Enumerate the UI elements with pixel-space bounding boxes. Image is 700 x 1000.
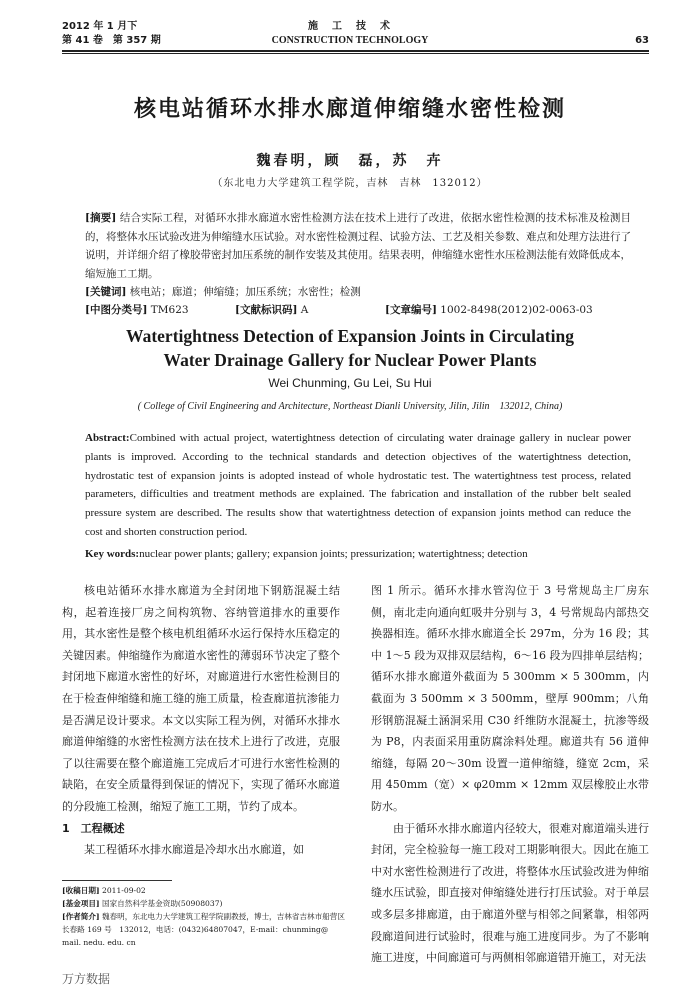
- keywords-cn: [85, 283, 631, 301]
- title-en: Watertightness Detection of Expansion Joints in Circulating Water Drainage Gallery for Nuclear Power Plants: [126, 326, 574, 370]
- keywords-en-label: Key words:: [85, 548, 140, 560]
- section-1-paragraph-2: 由于循环水排水廊道内径较大，很难对廊道端头进行封闭，完全检验每一施工段对工期影响很大。因此在施工中对水密性检测进行了改进，将整体水压试验改进为伸缩缝水压试验，即直接对伸缩缝处进行打压试验。对于单层或多层多排廊道，由于廊道外壁与相邻之间紧靠，相邻两段廊道间进行试验时，很难与施工进度同步。为了不影响施工进度，中间廊道可与两侧相邻廊道错开施工，对无法: [371, 821, 649, 965]
- intro-paragraph: 核电站循环水排水廊道为全封闭地下钢筋混凝土结构，起着连接厂房之间构筑物、容纳管道排水的重要作用，其水密性是整个核电机组循环水运行保持水压稳定的关键因素。伸缩缝作为廊道水密性的薄弱环节决定了整个封闭地下廊道水密性的好坏，对廊道进行水密性检测目的在于检查伸缩缝和施工缝的施工质量，检查廊道抗渗能力是否满足设计要求。本文以实际工程为例，对循环水排水廊道伸缩缝的水密性检测方法在技术上进行了改进，克服了以往需要在整个廊道施工完成后才可进行水密性检测的缺陷，在安全质量得到保证的情况下，实现了循环水廊道的分段施工检测，缩短了施工工期，节约了成本。: [62, 584, 340, 813]
- abstract-cn-label: [摘要]: [85, 212, 117, 224]
- abstract-cn-text: 结合实际工程，对循环水排水廊道水密性检测方法在技术上进行了改进，依据水密性检测的技术标准及检测目的，将整体水压试验改进为伸缩缝水压试验。对水密性检测过程、试验方法、工艺及相关参数、难点和处理方法进行了说明，并详细介绍了橡胶带密封加压系统的制作安装及其使用。结果表明，伸缩缝水密性水压检测法能有效降低成本，缩短施工工期。: [85, 212, 632, 280]
- authors-cn: 魏春明，顾 磊，苏 卉: [256, 153, 444, 169]
- title-cn: 核电站循环水排水廊道伸缩缝水密性检测: [133, 96, 566, 122]
- header-rule-thin: [62, 53, 649, 54]
- header-date: 2012 年 1 月下: [62, 21, 138, 32]
- keywords-en: [85, 545, 631, 563]
- keywords-cn-text: 核电站；廊道；伸缩缝；加压系统；水密性；检测: [129, 286, 361, 298]
- abstract-en: [85, 429, 631, 542]
- section-1-paragraph: 某工程循环水排水廊道是冷却水出水廊道，如: [84, 843, 304, 857]
- footnotes: [62, 884, 347, 949]
- doc-code: [文献标识码] A: [235, 304, 309, 316]
- keywords-en-text: nuclear power plants; gallery; expansion joints; pressurization; watertightness; detection: [139, 548, 528, 560]
- footnote-author-bio: [作者简介] 魏春明，东北电力大学建筑工程学院副教授，博士，吉林省吉林市船营区长春路 169 号 132012，电话：(0432)64807047，E-mail：chunming@ mail. nedu. edu. cn: [62, 912, 345, 947]
- section-1-continued: 图 1 所示。循环水排水管沟位于 3 号常规岛主厂房东侧，南北走向通向虹吸井分别与 3，4 号常规岛内部热交换器相连。循环水排水廊道全长 297m，分为 16 段；其中 1～5 段为双排双层结构，6～16 段为四排单层结构；循环水排水廊道外截面为 5 300mm × 5 300mm，内截面为 3 500mm × 3 500mm，壁厚 900mm；八角形钢筋混凝土涵洞采用 C30 纤维防水混凝土，抗渗等级为 P8，内表面采用重防腐涂料处理。廊道共有 56 道伸缩缝，每隔 20～30m 设置一道伸缩缝，缝宽 2cm，采用 450mm（宽）× φ20mm × 12mm 双层橡胶止水带防水。: [371, 584, 649, 813]
- abstract-en-label: Abstract:: [85, 432, 130, 444]
- footnote-rule: [62, 880, 172, 881]
- article-number: [文章编号] 1002-8498(2012)02-0063-03: [385, 304, 593, 316]
- affiliation-cn: （东北电力大学建筑工程学院，吉林 吉林 132012）: [212, 178, 488, 189]
- authors-en: Wei Chunming, Gu Lei, Su Hui: [268, 376, 432, 390]
- body-left-column: [62, 580, 340, 861]
- watermark: 万方数据: [62, 972, 111, 986]
- affiliation-en: ( College of Civil Engineering and Architecture, Northeast Dianli University, Jilin, Jilin 132012, China): [137, 401, 563, 412]
- abstract-en-text: Combined with actual project, watertightness detection of circulating water drainage gallery in nuclear power plants is improved. According to the technical standards and detection objectives of the watertightness detection, hydrostatic test of expansion joints is adopted instead of whole hydrostatic test. The watertightness test process, related parameters, difficulties and treatment methods are explained. The fabrication and installation of the rubber belt sealed pressure system are described. The results show that watertightness detection of expansion joints method can reduce the cost and shorten construction period.: [85, 432, 631, 538]
- keywords-cn-label: [关键词]: [85, 286, 127, 298]
- header-journal-en: CONSTRUCTION TECHNOLOGY: [271, 35, 429, 46]
- abstract-cn: [85, 209, 631, 283]
- section-1-heading: 1 工程概述: [62, 821, 125, 835]
- footnote-received: [收稿日期] 2011-09-02: [62, 886, 146, 895]
- header-journal-cn: 施 工 技 术: [308, 21, 392, 32]
- header-rule: [62, 50, 649, 52]
- header-page-number: 63: [635, 35, 649, 46]
- header-volume: 第 41 卷 第 357 期: [62, 35, 161, 46]
- footnote-fund: [基金项目] 国家自然科学基金资助(50908037): [62, 899, 223, 908]
- clc-code: [中图分类号] TM623: [85, 304, 189, 316]
- body-right-column: [371, 580, 649, 969]
